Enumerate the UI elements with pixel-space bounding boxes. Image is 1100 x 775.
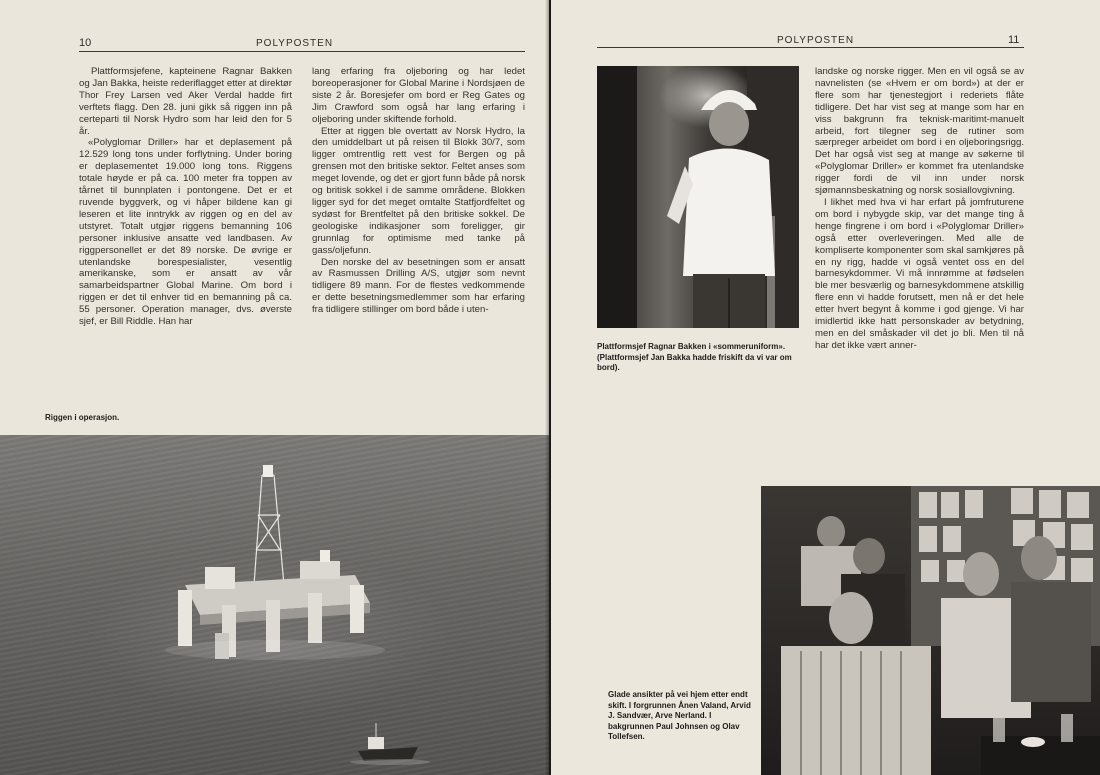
header-rule-left	[79, 51, 525, 52]
left-column-1	[79, 66, 292, 328]
group-photo-caption: Glade ansikter på vei hjem etter endt skift. I forgrunnen Ånen Valand, Arvid J. Sandvær, Arve Nerland. I bakgrunnen Paul Johnsen og Olav Tollefsen.	[608, 690, 751, 741]
portrait-illustration	[597, 66, 799, 328]
paragraph: Plattformsjefene, kapteinene Ragnar Bakken og Jan Bakka, heiste rederiflagget etter at direktør Thor Frey Larsen ved Aker Verdal hadde firt verftets flagg. Den 28. juni gikk så riggen inn på certeparti til Norsk Hydro som har leid den for 5 år.	[79, 66, 292, 137]
running-head-right: POLYPOSTEN	[777, 35, 855, 46]
left-column-2	[312, 66, 525, 316]
right-column	[815, 66, 1024, 352]
rig-in-operation-photo	[0, 435, 549, 775]
right-page	[551, 0, 1100, 775]
platform-chief-portrait-photo	[597, 66, 799, 328]
left-page	[0, 0, 549, 775]
portrait-caption: Plattformsjef Ragnar Bakken i «sommeruniform». (Plattformsjef Jan Bakka hadde friskift da vi var om bord).	[597, 342, 792, 372]
running-head-left: POLYPOSTEN	[256, 38, 334, 49]
rig-photo-illustration	[0, 435, 549, 775]
rig-photo-caption: Riggen i operasjon.	[45, 413, 120, 422]
paragraph: Den norske del av besetningen som er ansatt av Rasmussen Drilling A/S, utgjør som nevnt tidligere 89 mann. For de flestes vedkommende er dette besetningsmedlemmer som har erfaring fra tidligere stillinger om bord både i uten-	[312, 256, 525, 316]
header-rule-right	[597, 47, 1024, 48]
page-number-right: 11	[1008, 34, 1020, 46]
paragraph: «Polyglomar Driller» har et deplasement på 12.529 long tons under forflytning. Under boring er deplasementet 19.000 long tons. Riggens totale høyde er på ca. 100 meter fra toppen av tårnet til bunnplaten i pontongene. Det er et ruvende byggverk, og vi håper bildene kan gi leseren et lite inntrykk av riggen og en del av utstyret. Totalt utgjør riggens bemanning 106 personer inklusive ansatte ved landbasen. Av riggpersonellet er det 89 norske. De øvrige er utenlandske borespesialister, vesentlig amerikanske, som er ansatt av vår samarbeidspartner Global Marine. Om bord i riggen er det til enhver tid en bemanning på ca. 55 personer. Operation manager, dvs. øverste sjef, er Bill Riddle. Han har	[79, 137, 292, 328]
paragraph: landske og norske rigger. Men en vil også se av navnelisten (se «Hvem er om bord») at der er flere som har tjenestegjort i rederiets flåte tidligere. Det har vist seg at mange som har en viss bakgrunn fra teknisk-maritimt-manuelt arbeid, fort tilegner seg de rutiner som særpreger arbeidet om bord i en oljeboringsrigg. Det har også vist seg at mange av søkerne til «Polyglomar Driller» er kommet fra utenlandske rigger fordi de vil inn under norsk sjømannsbeskatning og norsk sosiallovgivning.	[815, 66, 1024, 197]
group-photo-illustration	[761, 486, 1100, 775]
page-number-left: 10	[79, 37, 92, 49]
paragraph: lang erfaring fra oljeboring og har ledet boreoperasjoner for Global Marine i Nordsjøen de siste 2 år. Boresjefer om bord er Reg Gates og Jim Crawford som også har lang erfaring i oljeboring under skiftende forhold.	[312, 66, 525, 125]
crew-group-photo	[761, 486, 1100, 775]
paragraph: Etter at riggen ble overtatt av Norsk Hydro, la den umiddelbart ut på reisen til Blokk 30/7, som ligger omtrentlig rett vest for Bergen og på grensen mot den britiske sektor. Feltet anses som meget lovende, og det er gjort funn både på norsk og britisk sokkel i de samme områdene. Blokken ligger syd for det meget omtalte Statfjordfeltet og sydøst for Brentfeltet på den britiske sokkel. De geologiske indikasjoner som foreligger, gir grunnlag for optimisme med tanke på gass/oljefunn.	[312, 125, 525, 256]
paragraph: I likhet med hva vi har erfart på jomfruturene om bord i nybygde skip, var det mange ting å henge fingrene i om bord i «Polyglomar Driller» også etter overleveringen. Med alle de kompliserte komponenter som skal samkjøres på en ny rigg, hadde vi også ventet oss en del barnesykdommer. Vi må innrømme at fødselen ble mer besværlig og barnesykdommene atskillig flere enn vi hadde forutsett, men nå er det hele etter hvert begynt å komme i god gjenge. Vi har imidlertid ikke hatt personskader av betydning, men en del småskader vil det jo bli. Men til nå har det ikke vært anner-	[815, 196, 1024, 351]
